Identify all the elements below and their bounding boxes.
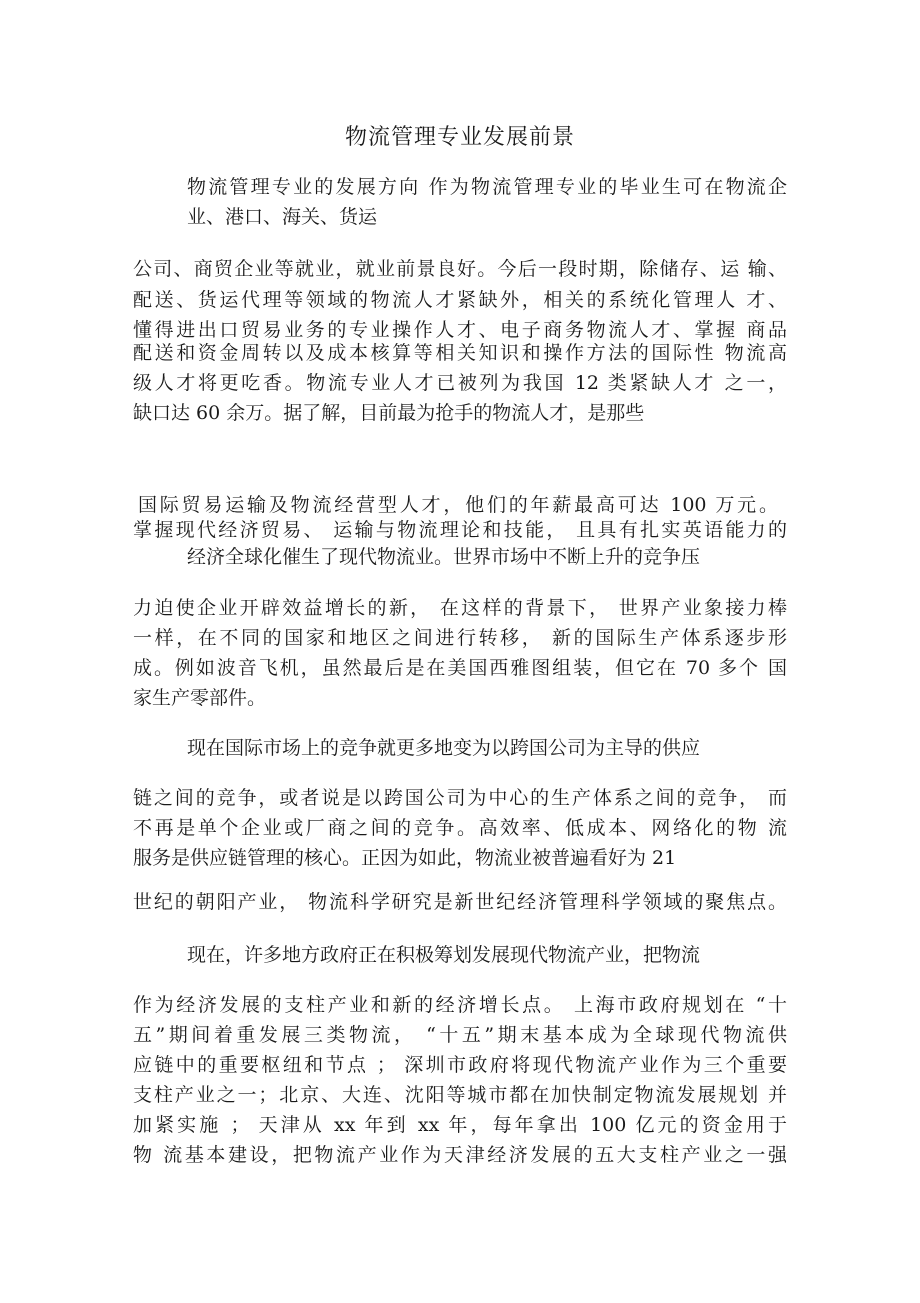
text-line: 加紧实施 ； 天津从 xx 年到 xx 年，每年拿出 100 亿元的资金用于 [133, 1114, 787, 1136]
text-line: 现在，许多地方政府正在积极筹划发展现代物流产业，把物流 [187, 944, 701, 966]
text-line: 配送、货运代理等领域的物流人才紧缺外，相关的系统化管理人 才、 [133, 289, 787, 311]
text-line: 经济全球化催生了现代物流业。世界市场中不断上升的竞争压 [187, 546, 701, 568]
text-line: 家生产零部件。 [133, 687, 267, 709]
text-line: 现在国际市场上的竞争就更多地变为以跨国公司为主导的供应 [187, 737, 701, 759]
text-line: 成。例如波音飞机，虽然最后是在美国西雅图组装，但它在 70 多个 国 [133, 657, 787, 679]
text-line: 国际贸易运输及物流经营型人才，他们的年薪最高可达 100 万元。 [138, 494, 778, 516]
text-line: 作为经济发展的支柱产业和新的经济增长点。 上海市政府规划在 “十 [133, 994, 787, 1016]
text-line: 配送和资金周转以及成本核算等相关知识和操作方法的国际性 物流高 [133, 342, 787, 364]
text-line: 应链中的重要枢纽和节点 ； 深圳市政府将现代物流产业作为三个重要 [133, 1054, 787, 1076]
document-title: 物流管理专业发展前景 [344, 125, 575, 150]
text-line: 懂得进出口贸易业务的专业操作人才、电子商务物流人才、掌握 商品 [133, 319, 787, 341]
text-line: 缺口达 60 余万。据了解，目前最为抢手的物流人才，是那些 [133, 402, 645, 424]
text-line: 物 流基本建设，把物流产业作为天津经济发展的五大支柱产业之一强 [133, 1144, 787, 1166]
text-line: 力迫使企业开辟效益增长的新， 在这样的背景下， 世界产业象接力棒 [133, 597, 787, 619]
text-line: 支柱产业之一；北京、大连、沈阳等城市都在加快制定物流发展规划 并 [133, 1084, 787, 1106]
text-line: 物流管理专业的发展方向 作为物流管理专业的毕业生可在物流企 [187, 176, 787, 198]
text-line: 公司、商贸企业等就业，就业前景良好。今后一段时期，除储存、运 输、 [133, 258, 787, 280]
text-line: 掌握现代经济贸易、 运输与物流理论和技能， 且具有扎实英语能力的 [133, 519, 787, 541]
text-line: 五”期间着重发展三类物流， “十五”期末基本成为全球现代物流供 [133, 1024, 787, 1046]
text-line: 链之间的竞争，或者说是以跨国公司为中心的生产体系之间的竞争， 而 [133, 787, 787, 809]
text-line: 级人才将更吃香。物流专业人才已被列为我国 12 类紧缺人才 之一， [133, 372, 787, 394]
text-line: 服务是供应链管理的核心。正因为如此，物流业被普遍看好为 21 [133, 847, 677, 869]
text-line: 不再是单个企业或厂商之间的竞争。高效率、低成本、网络化的物 流 [133, 817, 787, 839]
text-line: 一样，在不同的国家和地区之间进行转移， 新的国际生产体系逐步形 [133, 627, 787, 649]
text-line: 业、港口、海关、货运 [187, 206, 378, 228]
text-line: 世纪的朝阳产业， 物流科学研究是新世纪经济管理科学领域的聚焦点。 [133, 891, 787, 913]
